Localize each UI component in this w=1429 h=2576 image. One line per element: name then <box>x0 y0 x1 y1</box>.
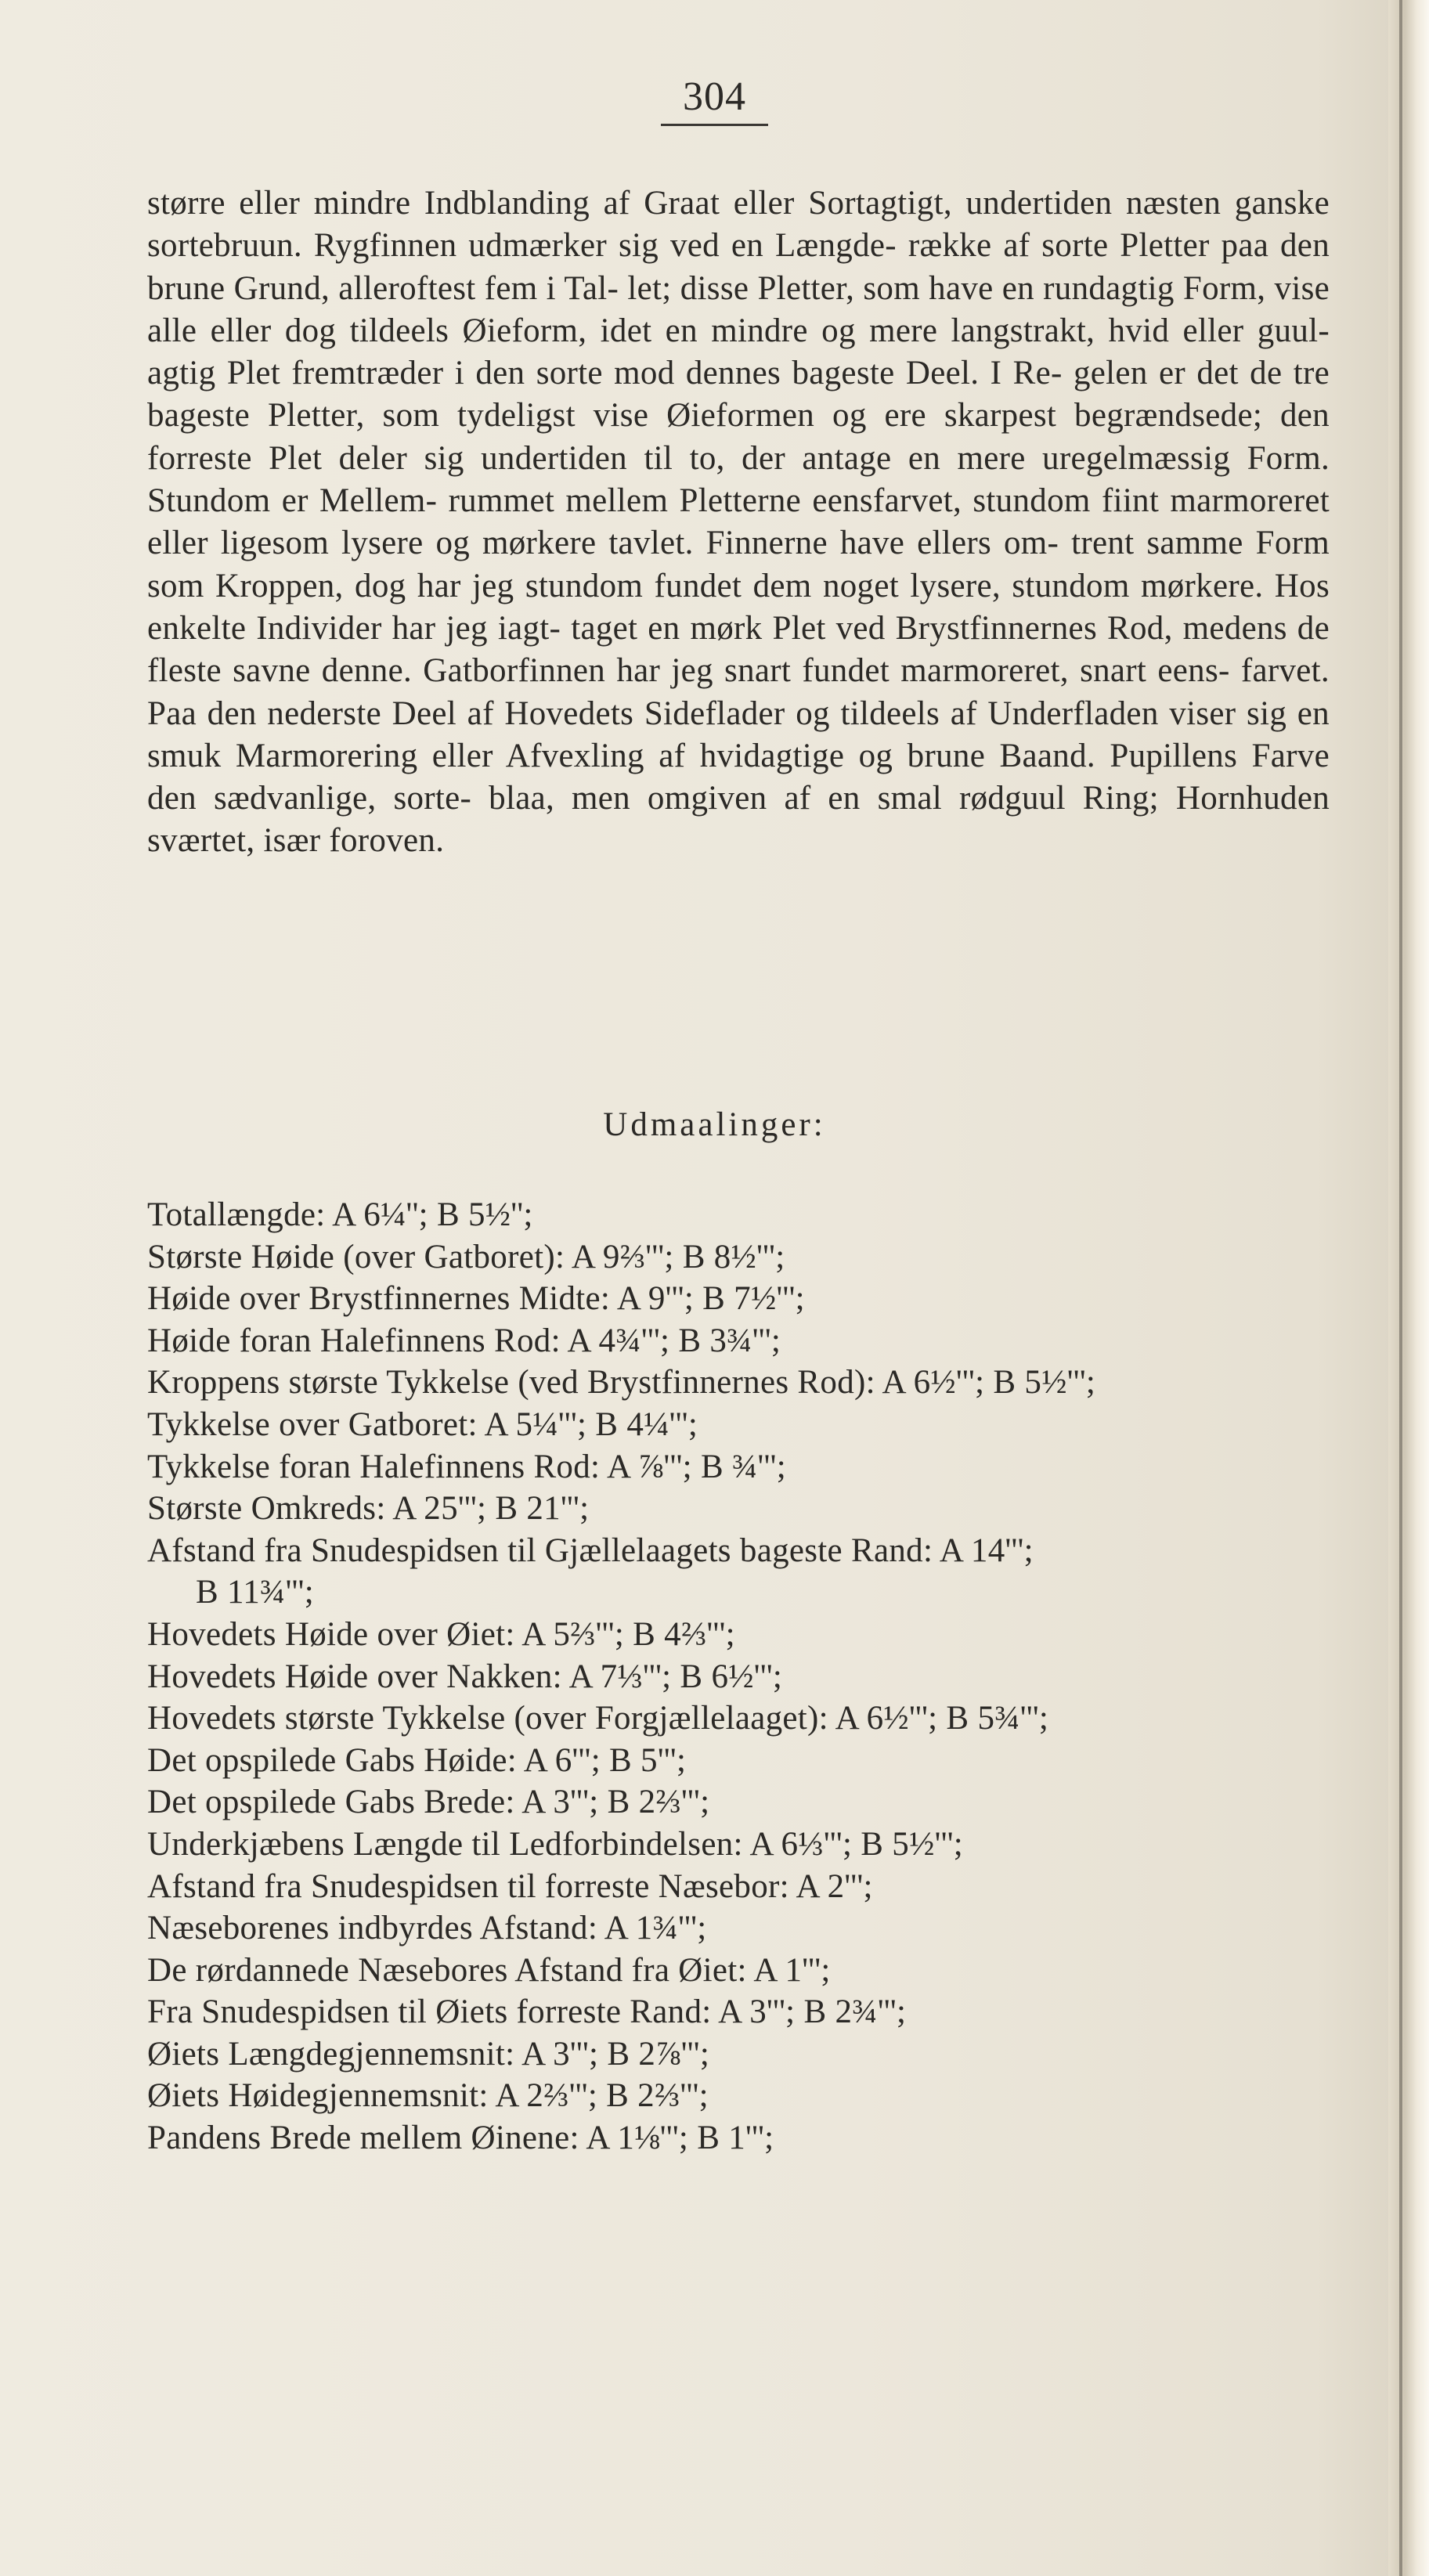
measurement-item: Næseborenes indbyrdes Afstand: A 1¾'''; <box>147 1910 707 1947</box>
text-line: farvet. Paa den nederste Deel af Hovedets Sideflader og tildeels <box>147 652 1330 732</box>
measurement-item: Høide over Brystfinnernes Midte: A 9'''; B 7½'''; <box>147 1280 805 1318</box>
text-line: gelen er det de tre bageste Pletter, som tydeligst vise Øieformen <box>147 355 1330 435</box>
measurement-item: Hovedets Høide over Nakken: A 7⅓'''; B 6½'''; <box>147 1658 783 1695</box>
text-line: og ere skarpest begrændsede; den forreste Plet deler sig undertiden <box>147 397 1330 477</box>
measurement-item: Afstand fra Snudespidsen til forreste Næsebor: A 2'''; <box>147 1867 873 1905</box>
body-paragraph <box>147 182 1330 863</box>
measurement-item-continuation: B 11¾'''; <box>196 1574 314 1611</box>
text-line: større eller mindre Indblanding af Graat eller Sortagtigt, undertiden <box>147 185 1113 222</box>
text-line: hvidagtige og brune Baand. Pupillens Farve den sædvanlige, sorte- <box>147 737 1330 817</box>
text-line: af Underfladen viser sig en smuk Marmorering eller Afvexling af <box>147 695 1330 774</box>
measurement-item: Det opspilede Gabs Høide: A 6'''; B 5'''; <box>147 1741 687 1779</box>
section-title: Udmaalinger: <box>603 1106 826 1143</box>
text-line: blaa, men omgiven af en smal rødguul Ring; Hornhuden sværtet, <box>147 780 1330 860</box>
measurement-item: Hovedets Høide over Øiet: A 5⅔'''; B 4⅔'''; <box>147 1615 735 1653</box>
text-line: denne. Gatborfinnen har jeg snart fundet marmoreret, snart eens- <box>321 652 1230 690</box>
measurement-item: Kroppens største Tykkelse (ved Brystfinnernes Rod): A 6½'''; B 5½'''; <box>147 1364 1096 1402</box>
measurement-item: Øiets Længdegjennemsnit: A 3'''; B 2⅞'''; <box>147 2035 710 2073</box>
text-line: taget en mørk Plet ved Brystfinnernes Rod, medens de fleste savne <box>147 609 1330 690</box>
page-number: 304 <box>661 72 768 126</box>
binding-line <box>1399 0 1402 2576</box>
measurement-item: Fra Snudespidsen til Øiets forreste Rand: A 3'''; B 2¾'''; <box>147 1993 907 2031</box>
page-edge <box>1388 0 1429 2576</box>
measurement-item: Det opspilede Gabs Brede: A 3'''; B 2⅔'''; <box>147 1784 710 1821</box>
text-line: agtig Plet fremtræder i den sorte mod dennes bageste Deel. I Re- <box>147 355 1063 392</box>
measurement-item: Høide foran Halefinnens Rod: A 4¾'''; B 3¾'''; <box>147 1322 781 1359</box>
text-line: trent samme Form som Kroppen, dog har jeg stundom fundet dem <box>147 525 1330 604</box>
measurement-item: Underkjæbens Længde til Ledforbindelsen: A 6⅓'''; B 5½'''; <box>147 1825 964 1863</box>
measurement-item: Tykkelse foran Halefinnens Rod: A ⅞'''; B ¾'''; <box>147 1448 786 1485</box>
measurement-item: De rørdannede Næsebores Afstand fra Øiet: A 1'''; <box>147 1951 831 1989</box>
measurement-item: Største Omkreds: A 25'''; B 21'''; <box>147 1490 590 1528</box>
text-line: især foroven. <box>263 822 445 860</box>
measurement-item: Totallængde: A 6¼''; B 5½''; <box>147 1196 533 1233</box>
measurement-item: Tykkelse over Gatboret: A 5¼'''; B 4¼'''; <box>147 1405 698 1443</box>
measurement-item: Øiets Høidegjennemsnit: A 2⅔'''; B 2⅔'''; <box>147 2077 709 2115</box>
text-line: til to, der antage en mere uregelmæssig Form. Stundom er Mellem- <box>147 439 1330 520</box>
text-line: noget lysere, stundom mørkere. Hos enkelte Individer har jeg iagt- <box>147 567 1330 647</box>
measurement-item: Største Høide (over Gatboret): A 9⅔'''; B 8½'''; <box>147 1238 785 1275</box>
text-line: ligesom lysere og mørkere tavlet. Finnerne have ellers om- <box>220 525 1059 562</box>
text-line: rummet mellem Pletterne eensfarvet, stundom fiint marmoreret eller <box>147 482 1330 562</box>
measurement-list <box>147 1194 1380 2159</box>
text-line: næsten ganske sortebruun. Rygfinnen udmærker sig ved en Længde- <box>147 185 1330 265</box>
text-line: tildeels Øieform, idet en mindre og mere langstrakt, hvid eller guul- <box>349 312 1330 349</box>
text-line: række af sorte Pletter paa den brune Grund, alleroftest fem i Tal- <box>147 227 1330 307</box>
measurement-item: Pandens Brede mellem Øinene: A 1⅛'''; B 1'''; <box>147 2120 774 2157</box>
measurement-item: Hovedets største Tykkelse (over Forgjællelaaget): A 6½'''; B 5¾'''; <box>147 1700 1049 1737</box>
page-header <box>0 72 1429 126</box>
text-line: let; disse Pletter, som have en rundagtig Form, vise alle eller dog <box>147 269 1330 349</box>
measurement-item: Afstand fra Snudespidsen til Gjællelaagets bageste Rand: A 14'''; <box>147 1532 1034 1569</box>
